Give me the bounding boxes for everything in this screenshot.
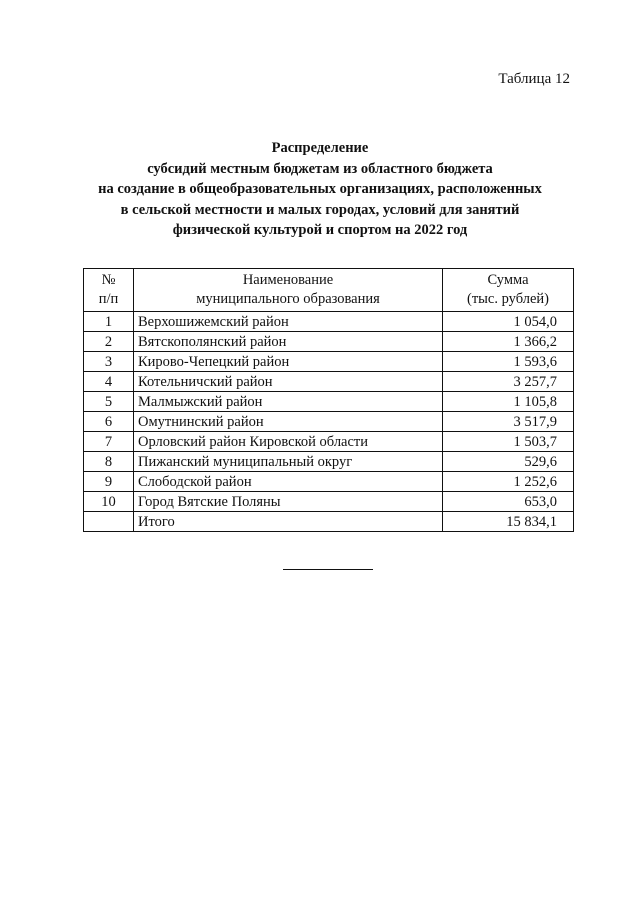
row-name: Город Вятские Поляны xyxy=(134,492,443,512)
total-num xyxy=(84,512,134,532)
row-num: 8 xyxy=(84,452,134,472)
row-name: Омутнинский район xyxy=(134,412,443,432)
table-row xyxy=(84,432,574,452)
row-name: Орловский район Кировской области xyxy=(134,432,443,452)
row-num: 1 xyxy=(84,312,134,332)
row-sum: 1 593,6 xyxy=(443,352,574,372)
table-row xyxy=(84,352,574,372)
table-row xyxy=(84,472,574,492)
header-name-line2: муниципального образования xyxy=(196,291,380,307)
row-name: Малмыжский район xyxy=(134,392,443,412)
header-sum-line1: Сумма xyxy=(487,272,529,288)
title-line-1: Распределение xyxy=(271,140,369,156)
table-row xyxy=(84,392,574,412)
row-sum: 1 252,6 xyxy=(443,472,574,492)
header-num-line2: п/п xyxy=(98,291,119,307)
row-sum: 1 105,8 xyxy=(443,392,574,412)
row-name: Слободской район xyxy=(134,472,443,492)
header-sum xyxy=(443,269,574,312)
title-line-5: физической культурой и спортом на 2022 год xyxy=(172,222,468,238)
total-label: Итого xyxy=(134,512,443,532)
row-sum: 3 257,7 xyxy=(443,372,574,392)
row-name: Котельничский район xyxy=(134,372,443,392)
title-line-4: в сельской местности и малых городах, условий для занятий xyxy=(120,201,520,218)
header-name xyxy=(134,269,443,312)
row-name: Кирово-Чепецкий район xyxy=(134,352,443,372)
title-line-2: субсидий местным бюджетам из областного бюджета xyxy=(147,160,493,177)
table-row xyxy=(84,372,574,392)
header-num xyxy=(84,269,134,312)
table-row xyxy=(84,412,574,432)
document-title xyxy=(0,138,640,241)
total-sum: 15 834,1 xyxy=(443,512,574,532)
header-num-line1: № xyxy=(101,272,116,288)
row-num: 3 xyxy=(84,352,134,372)
row-num: 2 xyxy=(84,332,134,352)
row-num: 5 xyxy=(84,392,134,412)
table-number-label: Таблица 12 xyxy=(498,71,570,87)
header-sum-line2: (тыс. рублей) xyxy=(467,291,549,307)
row-sum: 1 503,7 xyxy=(443,432,574,452)
row-sum: 1 054,0 xyxy=(443,312,574,332)
row-name: Пижанский муниципальный округ xyxy=(134,452,443,472)
row-num: 9 xyxy=(84,472,134,492)
row-num: 10 xyxy=(84,492,134,512)
row-num: 4 xyxy=(84,372,134,392)
row-sum: 653,0 xyxy=(443,492,574,512)
row-name: Верхошижемский район xyxy=(134,312,443,332)
table-header-row xyxy=(84,269,574,312)
row-sum: 529,6 xyxy=(443,452,574,472)
table-row xyxy=(84,312,574,332)
row-sum: 1 366,2 xyxy=(443,332,574,352)
title-line-3: на создание в общеобразовательных организациях, расположенных xyxy=(98,181,542,197)
header-name-line1: Наименование xyxy=(242,272,334,288)
table-row xyxy=(84,452,574,472)
end-separator-line xyxy=(283,569,373,570)
row-sum: 3 517,9 xyxy=(443,412,574,432)
row-name: Вятскополянский район xyxy=(134,332,443,352)
subsidy-table xyxy=(83,268,574,532)
table-row xyxy=(84,492,574,512)
row-num: 7 xyxy=(84,432,134,452)
row-num: 6 xyxy=(84,412,134,432)
table-row xyxy=(84,332,574,352)
table-total-row xyxy=(84,512,574,532)
